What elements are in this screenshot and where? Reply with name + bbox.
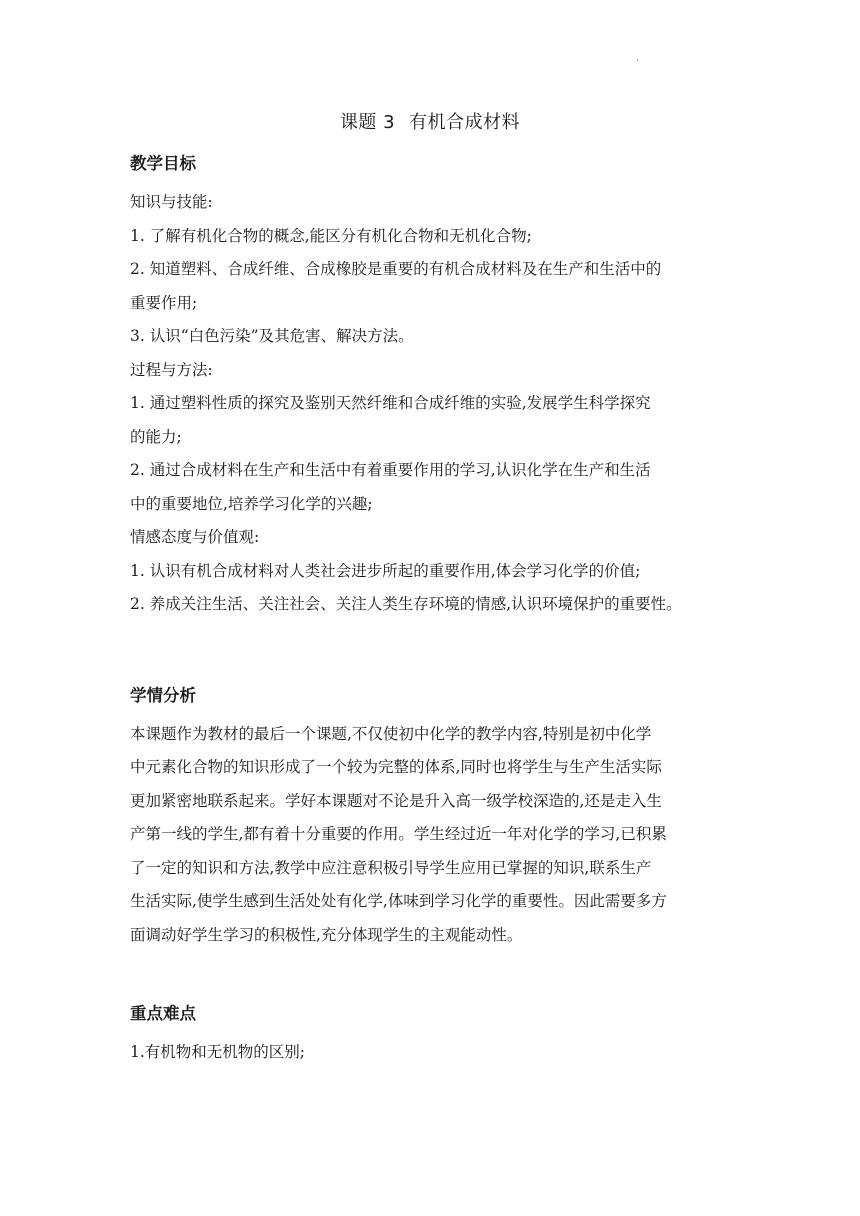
title-lesson-name: 有机合成材料: [409, 112, 521, 133]
analysis-line: 更加紧密地联系起来。学好本课题对不论是升入高一级学校深造的,还是走入生: [130, 791, 662, 810]
emotion-item: 2. 养成关注生活、关注社会、关注人类生存环境的情感,认识环境保护的重要性。: [130, 595, 682, 613]
section-heading-key-points: 重点难点: [130, 1004, 196, 1023]
process-item: 1. 通过塑料性质的探究及鉴别天然纤维和合成纤维的实验,发展学生科学探究: [130, 394, 651, 412]
analysis-line: 本课题作为教材的最后一个课题,不仅使初中化学的教学内容,特别是初中化学: [130, 724, 652, 743]
knowledge-item: 1. 了解有机化合物的概念,能区分有机化合物和无机化合物;: [130, 226, 532, 245]
emotion-item: 1. 认识有机合成材料对人类社会进步所起的重要作用,体会学习化学的价值;: [130, 561, 641, 580]
corner-mark: ·: [636, 56, 640, 67]
key-point-item: 1.有机物和无机物的区别;: [130, 1043, 306, 1061]
section-heading-analysis: 学情分析: [130, 685, 196, 705]
analysis-line: 生活实际,使学生感到生活处处有化学,体味到学习化学的重要性。因此需要多方: [130, 892, 667, 910]
knowledge-item: 2. 知道塑料、合成纤维、合成橡胶是重要的有机合成材料及在生产和生活中的: [130, 260, 662, 278]
key-points-section: [130, 1000, 730, 1070]
analysis-line: 产第一线的学生,都有着十分重要的作用。学生经过近一年对化学的学习,已积累: [130, 825, 667, 843]
emotion-label: 情感态度与价值观:: [130, 528, 260, 546]
process-item: 的能力;: [130, 427, 182, 446]
document-body: [130, 150, 730, 1070]
knowledge-label: 知识与技能:: [130, 193, 213, 211]
analysis-section: [130, 682, 730, 953]
analysis-line: 了一定的知识和方法,教学中应注意积极引导学生应用已掌握的知识,联系生产: [130, 858, 652, 877]
knowledge-item: 重要作用;: [130, 293, 198, 312]
objectives-section: [130, 150, 730, 622]
page-title: [0, 108, 860, 134]
title-lesson-number: 课题 3: [339, 112, 396, 133]
section-heading-objectives: 教学目标: [130, 154, 196, 173]
analysis-line: 面调动好学生学习的积极性,充分体现学生的主观能动性。: [130, 925, 523, 944]
process-item: 中的重要地位,培养学习化学的兴趣;: [130, 494, 373, 513]
analysis-line: 中元素化合物的知识形成了一个较为完整的体系,同时也将学生与生产生活实际: [130, 758, 662, 776]
process-label: 过程与方法:: [130, 360, 213, 379]
process-item: 2. 通过合成材料在生产和生活中有着重要作用的学习,认识化学在生产和生活: [130, 461, 651, 479]
knowledge-item: 3. 认识“白色污染”及其危害、解决方法。: [130, 327, 414, 345]
